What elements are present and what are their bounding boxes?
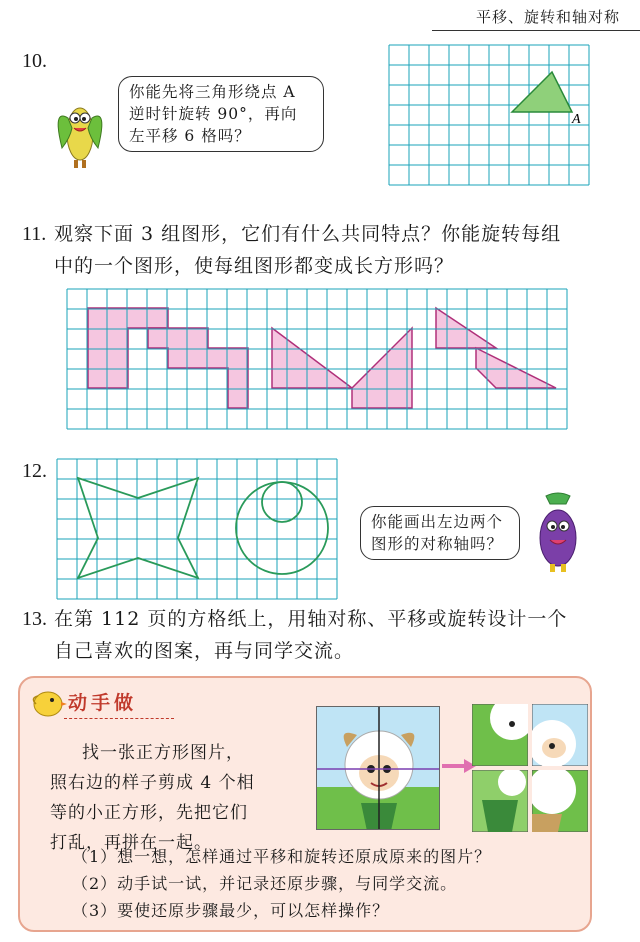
q11-line: 中的一个图形，使每组图形都变成长方形吗？ xyxy=(54,255,455,277)
q13-line: 在第 112 页的方格纸上，用轴对称、平移或旋转设计一个 xyxy=(54,608,568,630)
q12-bowtie-shape xyxy=(78,478,198,578)
original-picture xyxy=(316,706,440,830)
shuffled-pieces xyxy=(472,704,588,832)
q12-number: 12. xyxy=(22,460,47,482)
q12-grid xyxy=(56,458,346,600)
header-rule xyxy=(432,30,640,31)
activity-body-line: 找一张正方形图片， xyxy=(82,743,244,763)
point-a-label: A xyxy=(572,112,581,127)
q11-text xyxy=(54,218,561,282)
eggplant-mascot-icon xyxy=(530,490,586,574)
activity-body-line: 照右边的样子剪成 4 个相 xyxy=(50,773,255,793)
q13-number: 13. xyxy=(22,608,47,630)
piece-4 xyxy=(532,770,588,832)
activity-question: （2）动手试一试，并记录还原步骤，与同学交流。 xyxy=(72,874,458,893)
piece-1 xyxy=(472,704,528,766)
activity-body-line: 打乱，再拼在一起。 xyxy=(50,833,212,853)
q11-line: 观察下面 3 组图形，它们有什么共同特点？你能旋转每组 xyxy=(54,223,562,245)
q10-number: 10. xyxy=(22,50,47,72)
activity-question: （3）要使还原步骤最少，可以怎样操作？ xyxy=(72,901,390,920)
q11-number: 11. xyxy=(22,223,47,245)
q11-shape-1b xyxy=(148,328,248,408)
q10-grid xyxy=(388,44,594,196)
q10-speech-bubble xyxy=(118,76,324,152)
q12-speech-bubble xyxy=(360,506,520,560)
corn-mascot-icon xyxy=(48,88,112,168)
q10-bubble-line: 你能先将三角形绕点 A xyxy=(129,83,296,101)
chick-icon xyxy=(28,684,68,718)
activity-title-rule xyxy=(64,718,174,719)
q12-bubble-line: 你能画出左边两个 xyxy=(371,513,504,531)
activity-question-list xyxy=(72,843,491,924)
sheep-picture xyxy=(317,707,440,830)
q12-small-circle xyxy=(262,482,302,522)
piece-2 xyxy=(532,704,588,766)
activity-body xyxy=(50,738,310,858)
q10-triangle xyxy=(512,72,572,112)
q11-triangle-2a xyxy=(272,328,352,388)
q11-grid xyxy=(66,288,578,430)
piece-3 xyxy=(472,770,528,832)
q13-text xyxy=(54,603,567,667)
activity-body-line: 等的小正方形，先把它们 xyxy=(50,803,248,823)
page-header-title: 平移、旋转和轴对称 xyxy=(475,8,620,26)
activity-question: （1）想一想，怎样通过平移和旋转还原成原来的图片？ xyxy=(72,847,492,866)
q10-bubble-line: 左平移 6 格吗？ xyxy=(129,127,251,145)
hands-on-activity-box xyxy=(18,676,592,932)
q10-bubble-line: 逆时针旋转 90°，再向 xyxy=(129,105,298,123)
q11-shape-2b xyxy=(352,328,412,408)
q12-bubble-line: 图形的对称轴吗？ xyxy=(371,535,504,553)
q12-large-circle xyxy=(236,482,328,574)
q13-line: 自己喜欢的图案，再与同学交流。 xyxy=(54,640,355,662)
activity-title: 动手做 xyxy=(68,692,138,714)
q11-shape-3b xyxy=(476,348,556,388)
